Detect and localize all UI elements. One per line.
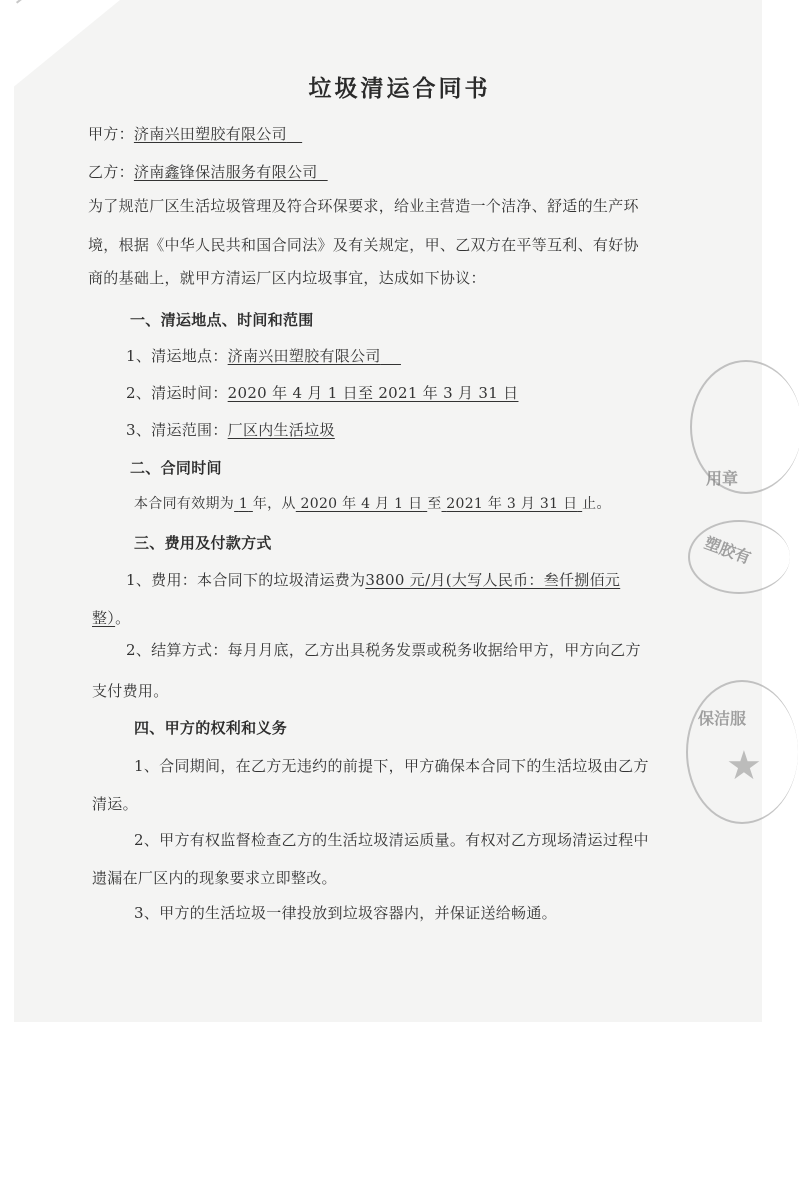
s2-text1: 本合同有效期为 [134, 496, 235, 512]
section4-item1-line1: 1、合同期间，在乙方无违约的前提下，甲方确保本合同下的生活垃圾由乙方 [134, 757, 649, 775]
party-b-name: 济南鑫锋保洁服务有限公司 [133, 163, 318, 181]
section1-item1 [126, 346, 401, 366]
intro-line-3: 商的基础上，就甲方清运厂区内垃圾事宜，达成如下协议： [88, 269, 486, 287]
seal-star-icon: ★ [726, 743, 762, 789]
s2-text4: 止。 [582, 496, 611, 512]
seal-text-mid: 塑胶有 [701, 533, 754, 568]
party-a-line [88, 124, 302, 144]
section4-heading: 四、甲方的权利和义务 [134, 719, 288, 737]
s2-text3: 至 [427, 496, 442, 512]
fee-value-cont: 整） [92, 609, 116, 627]
item1-value: 济南兴田塑胶有限公司 [227, 347, 381, 365]
seal-text-bottom: 保洁服 [698, 709, 747, 728]
section1-item2 [126, 383, 518, 403]
s2-years: 1 [238, 496, 249, 512]
section4-item2-line2: 遗漏在厂区内的现象要求立即整改。 [92, 869, 337, 887]
section4-item1-line2: 清运。 [92, 795, 138, 813]
section3-settle-line1: 2、结算方式：每月月底，乙方出具税务发票或税务收据给甲方，甲方向乙方 [126, 641, 641, 659]
intro-line-2: 境，根据《中华人民共和国合同法》及有关规定，甲、乙双方在平等互利、有好协 [88, 236, 639, 254]
section3-settle-line2: 支付费用。 [92, 682, 169, 700]
party-a-name: 济南兴田塑胶有限公司 [133, 125, 287, 143]
party-a-label: 甲方： [88, 125, 134, 143]
section3-heading: 三、费用及付款方式 [134, 534, 272, 552]
section2-body [134, 494, 611, 514]
intro-line-1: 为了规范厂区生活垃圾管理及符合环保要求，给业主营造一个洁净、舒适的生产环 [88, 197, 639, 215]
s2-end: 2021 年 3 月 31 日 [446, 496, 578, 512]
document-title: 垃圾清运合同书 [308, 75, 491, 102]
section1-item3 [126, 420, 335, 440]
party-b-label: 乙方： [88, 163, 134, 181]
s2-text2: 年，从 [252, 496, 296, 512]
section3-fee-line2 [92, 608, 130, 628]
fee-suffix: 。 [115, 609, 131, 627]
item1-label: 1、清运地点： [126, 347, 228, 365]
section2-heading: 二、合同时间 [130, 459, 222, 477]
fee-value: 3800 元/月(大写人民币：叁仟捌佰元 [365, 571, 621, 589]
item2-label: 2、清运时间： [126, 384, 228, 402]
item3-label: 3、清运范围： [126, 421, 228, 439]
item2-value: 2020 年 4 月 1 日至 2021 年 3 月 31 日 [227, 384, 519, 402]
seal-text-top: 用章 [706, 469, 739, 488]
section4-item3: 3、甲方的生活垃圾一律投放到垃圾容器内，并保证送给畅通。 [134, 904, 557, 922]
party-b-line [88, 162, 328, 182]
section3-fee-line1 [126, 570, 620, 590]
section4-item2-line1: 2、甲方有权监督检查乙方的生活垃圾清运质量。有权对乙方现场清运过程中 [134, 831, 649, 849]
section1-heading: 一、清运地点、时间和范围 [130, 311, 314, 329]
s2-start: 2020 年 4 月 1 日 [300, 496, 423, 512]
fee-prefix: 1、费用：本合同下的垃圾清运费为 [126, 571, 366, 589]
item3-value: 厂区内生活垃圾 [227, 421, 335, 439]
